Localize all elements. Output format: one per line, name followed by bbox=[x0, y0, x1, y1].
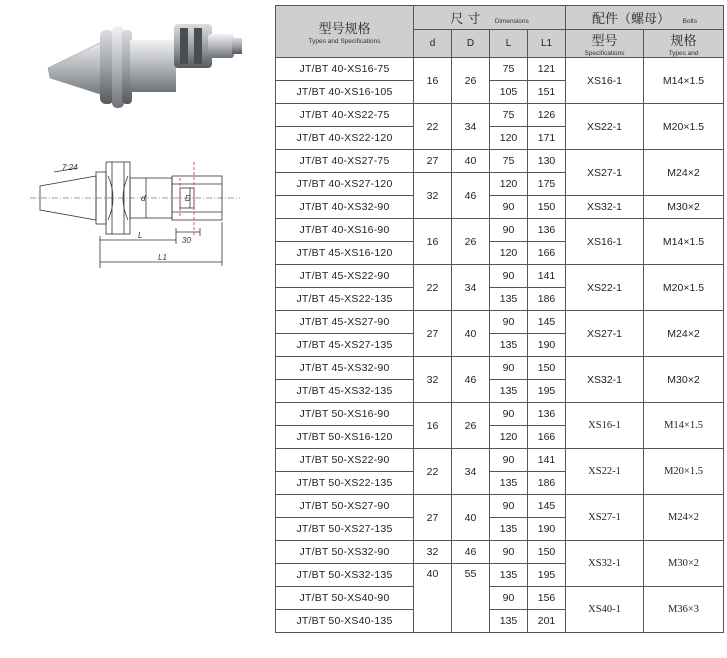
table-row: JT/BT 45-XS16-120 120 166 bbox=[276, 242, 724, 265]
table-row: JT/BT 50-XS27-135 135 190 bbox=[276, 518, 724, 541]
table-row: JT/BT 40-XS16-105 105 151 bbox=[276, 81, 724, 104]
dim-L1-label: L1 bbox=[158, 253, 167, 262]
dim-D-label: D bbox=[185, 194, 191, 203]
header-size: 规格 Types and bbox=[644, 30, 724, 58]
header-d: d bbox=[414, 30, 452, 58]
table-row: JT/BT 40-XS22-75 22 34 75 126 XS22-1 M20×1.5 bbox=[276, 104, 724, 127]
header-model: 型号规格 Types and Specifications bbox=[276, 6, 414, 58]
tool-holder-photo bbox=[48, 24, 242, 108]
table-row: JT/BT 50-XS40-135 135 201 bbox=[276, 610, 724, 633]
dim-30-label: 30 bbox=[182, 236, 191, 245]
dim-L-label: L bbox=[138, 231, 143, 240]
table-row: JT/BT 40-XS27-120 32 46 120 175 bbox=[276, 173, 724, 196]
table-row: JT/BT 40-XS16-90 16 26 90 136 XS16-1 M14×1.5 bbox=[276, 219, 724, 242]
table-row: JT/BT 50-XS32-135 40 55 135 195 bbox=[276, 564, 724, 587]
table-row: JT/BT 50-XS22-90 22 34 90 141 XS22-1 M20×1.5 bbox=[276, 449, 724, 472]
table-row: JT/BT 50-XS16-90 16 26 90 136 XS16-1 M14×1.5 bbox=[276, 403, 724, 426]
table-row: JT/BT 40-XS22-120 120 171 bbox=[276, 127, 724, 150]
table-row: JT/BT 50-XS16-120 120 166 bbox=[276, 426, 724, 449]
table-row: JT/BT 45-XS22-90 22 34 90 141 XS22-1 M20×1.5 bbox=[276, 265, 724, 288]
table-row: JT/BT 50-XS27-90 27 40 90 145 XS27-1 M24×2 bbox=[276, 495, 724, 518]
header-spec: 型号 Specifications bbox=[566, 30, 644, 58]
table-row: JT/BT 45-XS27-135 135 190 bbox=[276, 334, 724, 357]
table-row: JT/BT 45-XS32-90 32 46 90 150 XS32-1 M30×2 bbox=[276, 357, 724, 380]
table-row: JT/BT 45-XS22-135 135 186 bbox=[276, 288, 724, 311]
tool-holder-illustration bbox=[0, 0, 272, 653]
table-row: JT/BT 40-XS32-90 90 150 XS32-1 M30×2 bbox=[276, 196, 724, 219]
spec-table bbox=[275, 5, 724, 633]
table-row: JT/BT 45-XS32-135 135 195 bbox=[276, 380, 724, 403]
dim-d-label: d bbox=[141, 194, 146, 203]
technical-drawing bbox=[30, 162, 240, 268]
header-dimensions: 尺 寸 Dimensions bbox=[414, 6, 566, 30]
header-L1: L1 bbox=[528, 30, 566, 58]
header-D: D bbox=[452, 30, 490, 58]
header-parts: 配件（螺母） Bolts bbox=[566, 6, 724, 30]
table-row: JT/BT 50-XS40-90 90 156 XS40-1 M36×3 bbox=[276, 587, 724, 610]
table-row: JT/BT 40-XS16-75 16 26 75 121 XS16-1 M14×1.5 bbox=[276, 58, 724, 81]
table-row: JT/BT 50-XS32-90 32 46 90 150 XS32-1 M30×2 bbox=[276, 541, 724, 564]
table-row: JT/BT 40-XS27-75 27 40 75 130 XS27-1 M24×2 bbox=[276, 150, 724, 173]
table-row: JT/BT 45-XS27-90 27 40 90 145 XS27-1 M24×2 bbox=[276, 311, 724, 334]
taper-label: 7:24 bbox=[62, 163, 78, 172]
table-row: JT/BT 50-XS22-135 135 186 bbox=[276, 472, 724, 495]
header-L: L bbox=[490, 30, 528, 58]
product-figure bbox=[0, 0, 272, 653]
